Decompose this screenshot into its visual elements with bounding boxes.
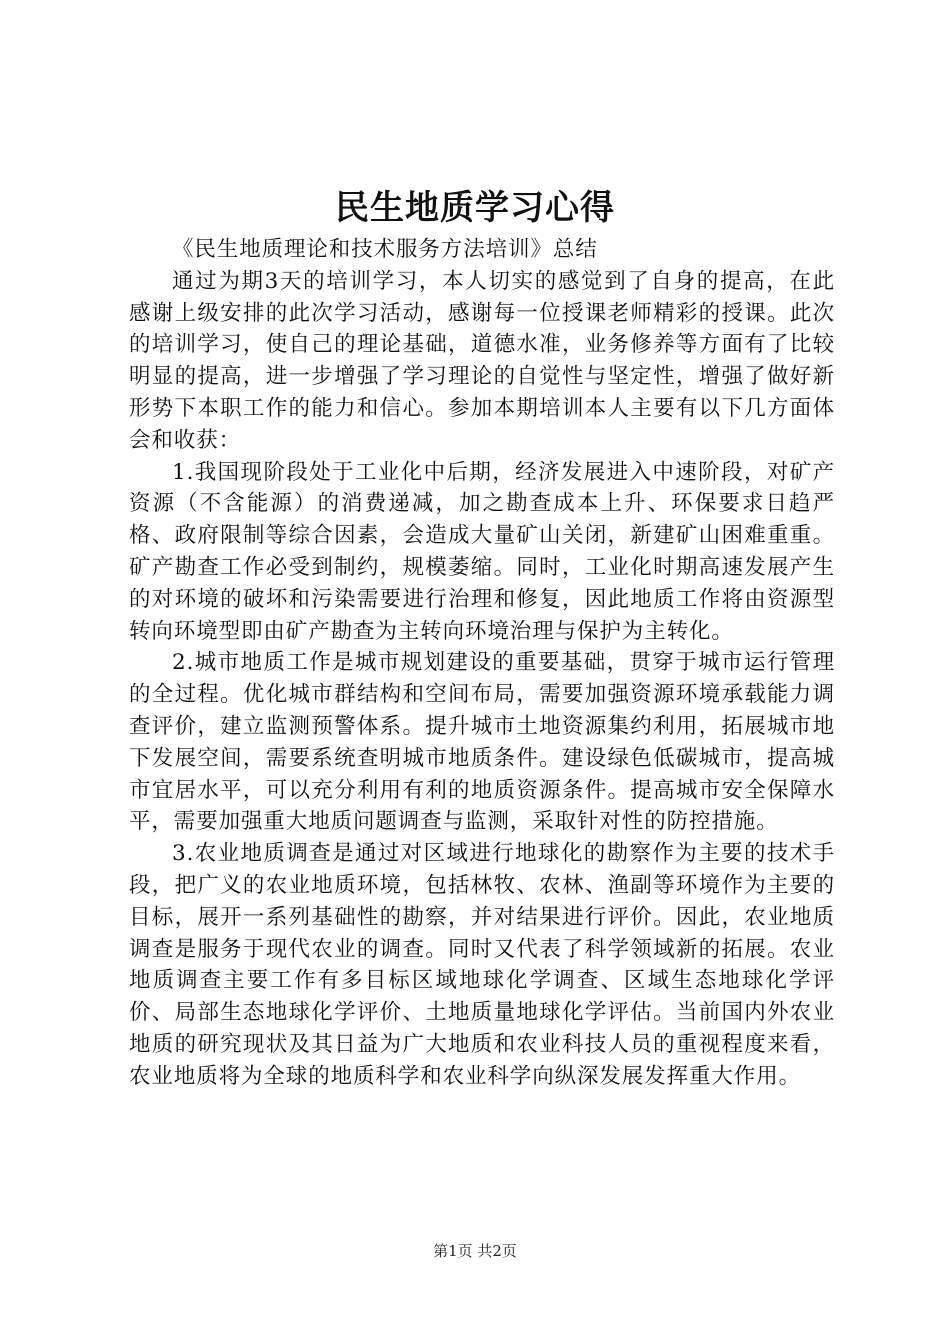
page-footer: 第1页 共2页 (433, 1242, 517, 1260)
document-subtitle: 《民生地质理论和技术服务方法培训》总结 (172, 237, 598, 262)
paragraph-point-2: 2.城市地质工作是城市规划建设的重要基础，贯穿于城市运行管理的全过程。优化城市群结构和空间布局，需要加强资源环境承载能力调查评价，建立监测预警体系。提升城市土地资源集约利用，拓展城市地下发展空间，需要系统查明城市地质条件。建设绿色低碳城市，提高城市宜居水平，可以充分利用有利的地质资源条件。提高城市安全保障水平，需要加强重大地质问题调查与监测，采取针对性的防控措施。 (129, 650, 835, 835)
document-title: 民生地质学习心得 (335, 188, 615, 228)
paragraph-point-3: 3.农业地质调查是通过对区域进行地球化的勘察作为主要的技术手段，把广义的农业地质环境，包括林牧、农林、渔副等环境作为主要的目标，展开一系列基础性的勘察，并对结果进行评价。因此，农业地质调查是服务于现代农业的调查。同时又代表了科学领域新的拓展。农业地质调查主要工作有多目标区域地球化学调查、区域生态地球化学评价、局部生态地球化学评价、土地质量地球化学评估。当前国内外农业地质的研究现状及其日益为广大地质和农业科技人员的重视程度来看，农业地质将为全球的地质科学和农业科学向纵深发展发挥重大作用。 (129, 841, 835, 1089)
paragraph-point-1: 1.我国现阶段处于工业化中后期，经济发展进入中速阶段，对矿产资源（不含能源）的消费递减，加之勘查成本上升、环保要求日趋严格、政府限制等综合因素，会造成大量矿山关闭，新建矿山困难重重。矿产勘查工作必受到制约，规模萎缩。同时，工业化时期高速发展产生的对环境的破坏和污染需要进行治理和修复，因此地质工作将由资源型转向环境型即由矿产勘查为主转向环境治理与保护为主转化。 (129, 459, 835, 644)
paragraph-intro: 通过为期3天的培训学习，本人切实的感觉到了自身的提高，在此感谢上级安排的此次学习活动，感谢每一位授课老师精彩的授课。此次的培训学习，使自己的理论基础，道德水准，业务修养等方面有了比较明显的提高，进一步增强了学习理论的自觉性与坚定性，增强了做好新形势下本职工作的能力和信心。参加本期培训本人主要有以下几方面体会和收获： (129, 268, 835, 453)
document-body (129, 234, 835, 1093)
